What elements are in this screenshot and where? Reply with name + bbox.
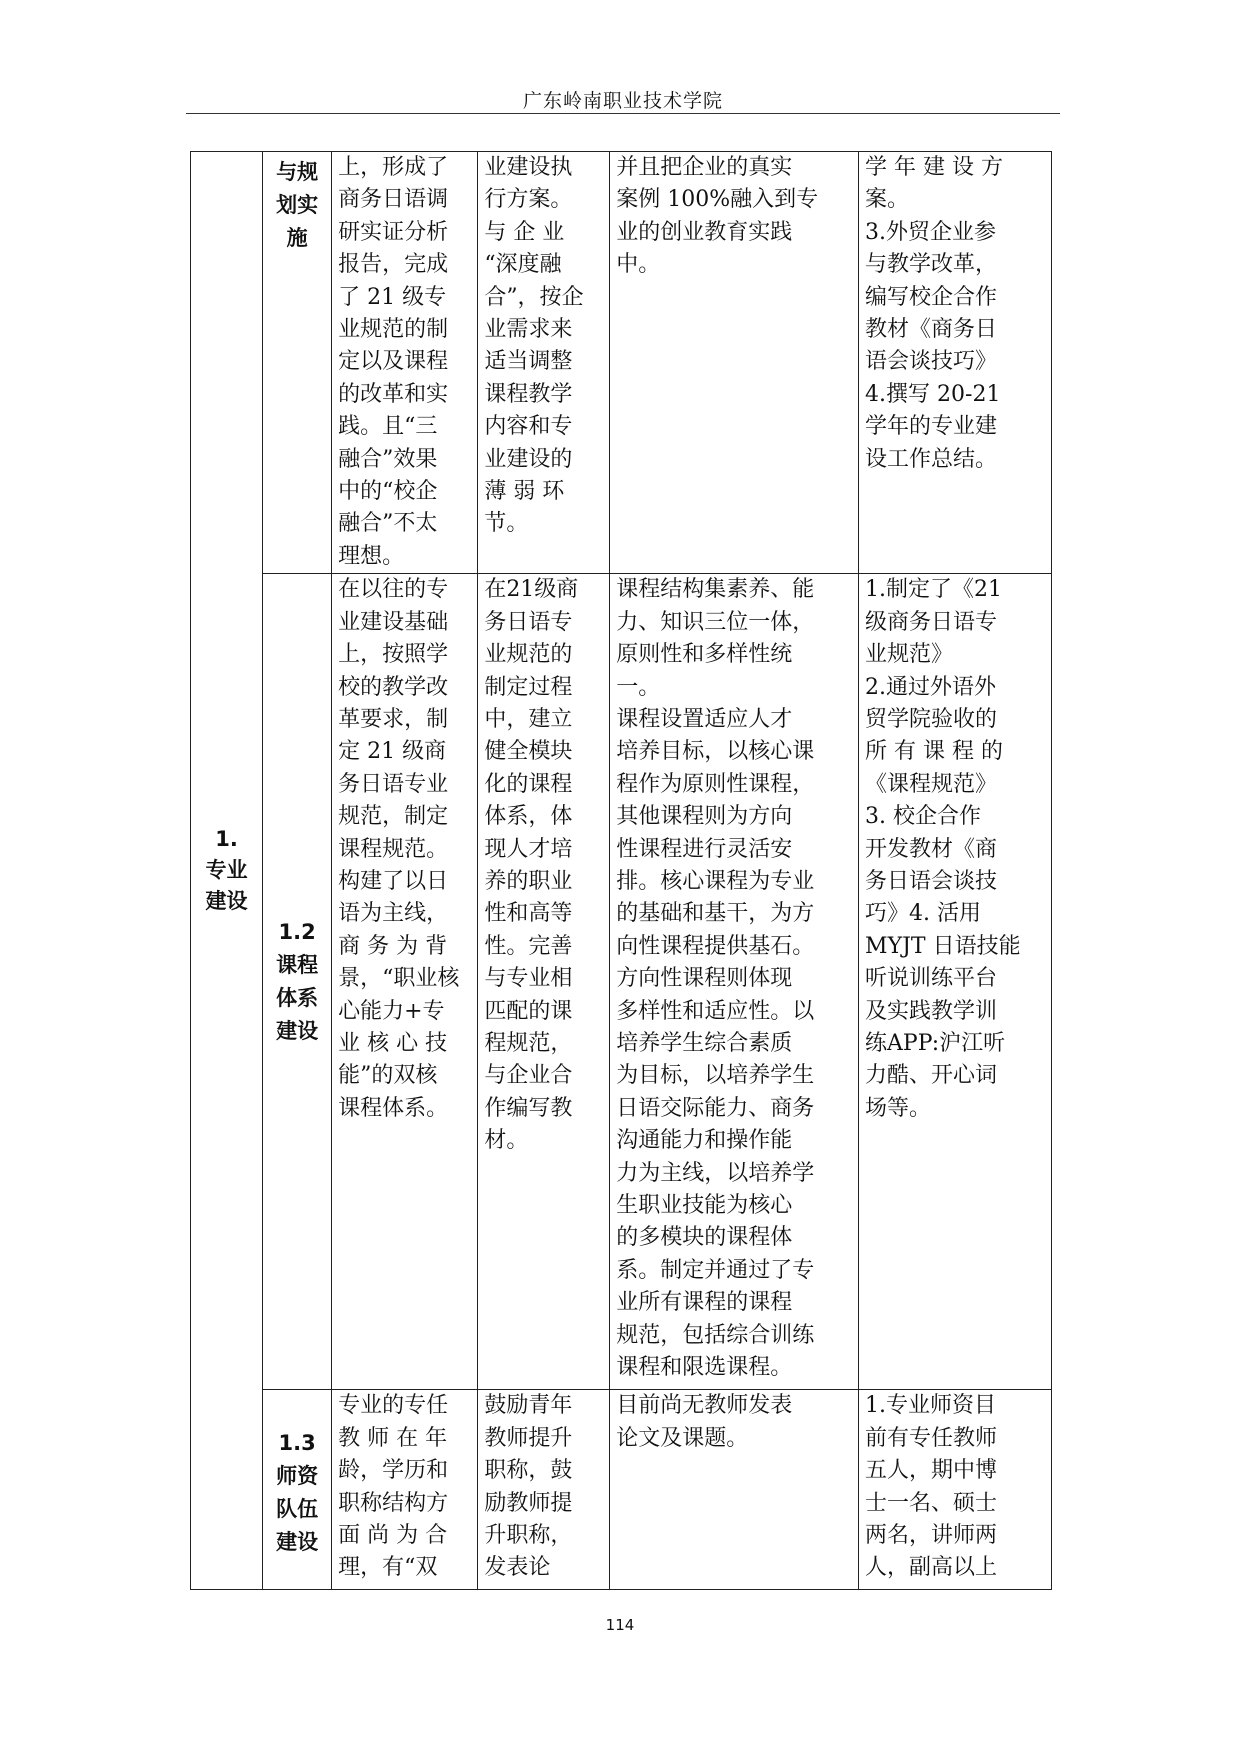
table-cell	[859, 152, 1052, 574]
cell-text: 业建设执 行方案。 与 企 业 “深度融 合”，按企 业需求来 适当调整 课程教学 内容和专 业建设的 薄 弱 环 节。	[484, 155, 584, 537]
table-cell	[859, 1390, 1052, 1590]
table-cell	[332, 1390, 478, 1590]
cell-text: 1.制定了《21 级商务日语专 业规范》 2.通过外语外 贸学院验收的 所 有 课 程 的 《课程规范》 3. 校企合作 开发教材《商 务日语会谈技 巧》4. 活用 MYJT 日语技能 听说训练平台 及实践教学训 练APP:沪江听 力酷、开心词 场等。	[865, 577, 1021, 1121]
subcategory-cell	[263, 152, 332, 574]
cell-text: 在以往的专 业建设基础 上，按照学 校的教学改 革要求，制 定 21 级商 务日语专业 规范，制定 课程规范。 构建了以日 语为主线， 商 务 为 背 景，“职业核 心能力+专 业 核 心 技 能”的双核 课程体系。	[338, 577, 460, 1121]
table-cell	[332, 574, 478, 1390]
subcategory-label: 1.3 师资 队伍 建设	[276, 1431, 319, 1555]
table-cell	[478, 1390, 610, 1590]
cell-text: 并且把企业的真实 案例 100%融入到专 业的创业教育实践 中。	[616, 155, 819, 278]
cell-text: 鼓励青年 教师提升 职称，鼓 励教师提 升职称， 发表论	[484, 1393, 573, 1581]
table-row	[191, 1390, 1052, 1590]
table-cell	[478, 152, 610, 574]
table-cell	[610, 152, 859, 574]
cell-text: 学 年 建 设 方 案。 3.外贸企业参 与教学改革， 编写校企合作 教材《商务日 语会谈技巧》 4.撰写 20-21 学年的专业建 设工作总结。	[865, 155, 1004, 472]
table-cell	[332, 152, 478, 574]
page-header-title: 广东岭南职业技术学院	[522, 90, 723, 112]
subcategory-cell	[263, 574, 332, 1390]
header-divider	[186, 113, 1060, 114]
table-cell	[478, 574, 610, 1390]
subcategory-label: 与规 划实 施	[276, 160, 319, 250]
cell-text: 1.专业师资目 前有专任教师 五人，期中博 士一名、硕士 两名，讲师两 人，副高以上	[865, 1393, 998, 1581]
table-cell	[610, 574, 859, 1390]
cell-text: 专业的专任 教 师 在 年 龄，学历和 职称结构方 面 尚 为 合 理，有“双	[338, 1393, 449, 1581]
cell-text: 上，形成了 商务日语调 研实证分析 报告，完成 了 21 级专 业规范的制 定以及课程 的改革和实 践。且“三 融合”效果 中的“校企 融合”不太 理想。	[338, 155, 449, 569]
cell-text: 课程结构集素养、能 力、知识三位一体， 原则性和多样性统 一。 课程设置适应人才 培养目标，以核心课 程作为原则性课程， 其他课程则为方向 性课程进行灵活安 排。核心课程为专业 的基础和基干，为方 向性课程提供基石。 方向性课程则体现 多样性和适应性。以 培养学生综合素质 为目标，以培养学生 日语交际能力、商务 沟通能力和操作能 力为主线，以培养学 生职业技能为核心 的多模块的课程体 系。制定并通过了专 业所有课程的课程 规范，包括综合训练 课程和限选课程。	[616, 577, 815, 1381]
table-cell	[859, 574, 1052, 1390]
table-row	[191, 152, 1052, 574]
cell-text: 在21级商 务日语专 业规范的 制定过程 中，建立 健全模块 化的课程 体系，体 现人才培 养的职业 性和高等 性。完善 与专业相 匹配的课 程规范， 与企业合 作编写教 材。	[484, 577, 579, 1154]
subcategory-label: 1.2 课程 体系 建设	[276, 919, 319, 1043]
category-cell	[191, 152, 263, 1590]
table-cell	[610, 1390, 859, 1590]
category-label: 1. 专业 建设	[205, 827, 248, 914]
subcategory-cell	[263, 1390, 332, 1590]
cell-text: 目前尚无教师发表 论文及课题。	[616, 1393, 793, 1451]
table-row	[191, 574, 1052, 1390]
construction-table	[190, 151, 1052, 1590]
page-number: 114	[605, 1616, 635, 1634]
